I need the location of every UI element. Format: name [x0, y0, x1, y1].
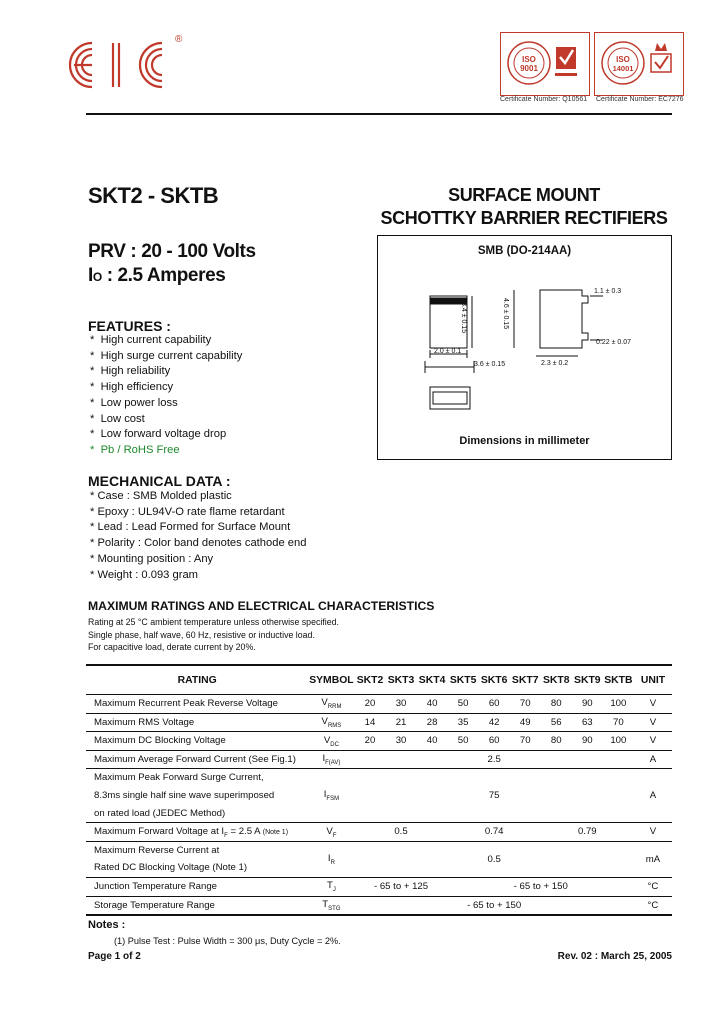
svg-text:ISO: ISO [616, 55, 630, 64]
io-spec: IO : 2.5 Amperes [88, 265, 226, 286]
feature-item: * High surge current capability [90, 349, 243, 362]
features-title: FEATURES : [88, 318, 171, 334]
feature-item-rohs: * Pb / RoHS Free [90, 443, 180, 456]
table-row: Maximum Reverse Current at Rated DC Blocking Voltage (Note 1) $I_R$ 0.5 mA [86, 841, 672, 877]
mechanical-list [90, 489, 306, 583]
table-row: Maximum Average Forward Current (See Fig.1) $I_{F(AV)}$ 2.5 A [86, 750, 672, 769]
ratings-notes: Rating at 25 °C ambient temperature unless otherwise specified. Single phase, half wave, 60 Hz, resistive or inductive load. For capacitive load, derate current by 20%. [88, 617, 339, 652]
svg-text:9001: 9001 [520, 64, 538, 73]
mech-item: * Lead : Lead Formed for Surface Mount [90, 521, 291, 534]
package-outline-drawing [378, 236, 671, 459]
features-list [90, 333, 242, 459]
package-caption: Dimensions in millimeter [459, 435, 590, 447]
notes-title: Notes : [88, 919, 126, 931]
table-row: Maximum DC Blocking Voltage $V_{DC}$ 20 30 40 50 60 70 80 90 100 V [86, 732, 672, 751]
table-row: Junction Temperature Range $T_J$ - 65 to + 125 - 65 to + 150 °C [86, 877, 672, 896]
part-number-title: SKT2 - SKTB [88, 183, 219, 208]
dim-height: 3.4 ± 0.15 [460, 302, 467, 334]
dim-lead-width: 2.3 ± 0.2 [541, 360, 569, 367]
page-number: Page 1 of 2 [88, 951, 141, 962]
dim-lead-thickness: 0.22 ± 0.07 [596, 339, 631, 346]
cert-number-2: Certificate Number: EC7276 [596, 96, 684, 103]
ratings-table [86, 664, 672, 916]
ratings-title: MAXIMUM RATINGS AND ELECTRICAL CHARACTERISTICS [88, 599, 435, 613]
cert-number-1: Certificate Number: Q10561 [500, 96, 588, 103]
iso9001-badge [500, 32, 590, 96]
table-row: Maximum Recurrent Peak Reverse Voltage $V_{RRM}$ 20 30 40 50 60 70 80 90 100 V [94, 697, 657, 711]
mech-item: * Weight : 0.093 gram [90, 568, 199, 581]
revision-date: Rev. 02 : March 25, 2005 [557, 951, 672, 962]
dim-lead-length: 1.1 ± 0.3 [594, 288, 622, 295]
heading-surface-mount: SURFACE MOUNT [448, 185, 600, 205]
feature-item: * High reliability [90, 365, 171, 378]
eic-logo [58, 30, 188, 100]
feature-item: * Low forward voltage drop [90, 428, 227, 441]
dim-lead-span: 3.6 ± 0.15 [474, 361, 506, 368]
table-row: Maximum RMS Voltage $V_{RMS}$ 14 21 28 35 42 49 56 63 70 V [86, 713, 672, 732]
dim-width: 2.0 ± 0.1 [434, 348, 462, 355]
dim-length: 4.6 ± 0.15 [502, 298, 509, 330]
package-diagram-box [377, 235, 672, 460]
svg-text:14001: 14001 [612, 64, 634, 73]
table-row: Storage Temperature Range $T_{STG}$ - 65 to + 150 °C [86, 896, 672, 915]
table-row: Maximum Forward Voltage at $I_F = 2.5$ A (Note 1) $V_F$ 0.5 0.74 0.79 V [86, 823, 672, 842]
mech-item: * Mounting position : Any [90, 552, 214, 565]
prv-spec: PRV : 20 - 100 Volts [88, 241, 256, 262]
mech-item: * Polarity : Color band denotes cathode end [90, 537, 307, 550]
table-row: Maximum Peak Forward Surge Current, 8.3ms single half sine wave superimposed on rated load (JEDEC Method) $I_{FSM}$ 75 A [86, 769, 672, 823]
feature-item: * Low power loss [90, 396, 178, 409]
feature-item: * High current capability [90, 334, 212, 346]
svg-text:ISO: ISO [522, 55, 536, 64]
mech-item: * Case : SMB Molded plastic [90, 490, 232, 502]
mech-item: * Epoxy : UL94V-O rate flame retardant [90, 505, 285, 518]
heading-schottky: SCHOTTKY BARRIER RECTIFIERS [380, 208, 668, 228]
package-name: SMB (DO-214AA) [477, 245, 572, 257]
header-rule [86, 113, 672, 115]
registered-mark: ® [175, 34, 183, 45]
feature-item: * High efficiency [90, 381, 174, 394]
note-item: (1) Pulse Test : Pulse Width = 300 μs, Duty Cycle = 2%. [114, 936, 341, 946]
iso14001-badge [594, 32, 684, 96]
feature-item: * Low cost [90, 412, 145, 425]
mechanical-title: MECHANICAL DATA : [88, 473, 231, 489]
table-header-row: RATING SYMBOL SKT2 SKT3 SKT4 SKT5 SKT6 SKT7 SKT8 SKT9 SKTB UNIT [86, 665, 672, 695]
